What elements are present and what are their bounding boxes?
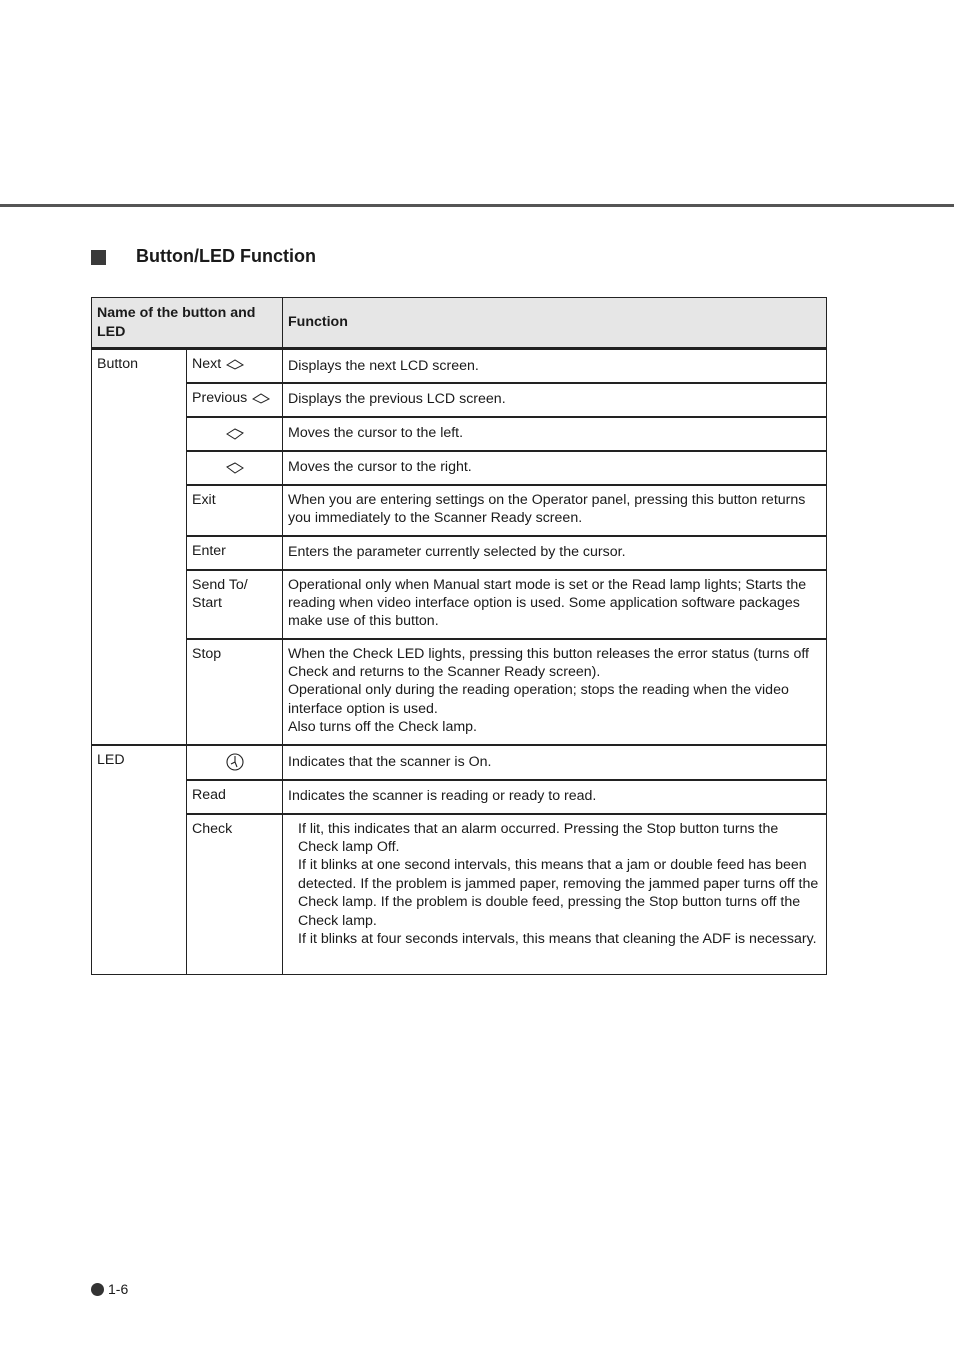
- button-next-function: Displays the next LCD screen.: [283, 349, 827, 383]
- header-name: Name of the button and LED: [92, 298, 283, 349]
- header-function: Function: [283, 298, 827, 349]
- table-row: [92, 536, 827, 570]
- power-icon: [225, 752, 245, 772]
- section-title: Button/LED Function: [136, 246, 316, 266]
- section-bullet: [91, 250, 106, 265]
- led-check-function: [283, 814, 827, 975]
- button-previous-function: Displays the previous LCD screen.: [283, 383, 827, 417]
- group-label-led: LED: [92, 745, 187, 975]
- table-row: [92, 349, 827, 383]
- table-row: [92, 814, 827, 975]
- check-function-line: If lit, this indicates that an alarm occurred. Pressing the Stop button turns the Check lamp Off.: [298, 820, 779, 855]
- group-label-button: Button: [92, 349, 187, 745]
- button-led-function-table: [91, 297, 827, 975]
- button-stop-function: [283, 639, 827, 745]
- next-label: Next: [192, 356, 222, 372]
- stop-function-line: When the Check LED lights, pressing this button releases the error status (turns off Check and returns to the Scanner Ready screen).: [288, 645, 809, 680]
- table-row: [92, 570, 827, 639]
- led-read-function: Indicates the scanner is reading or ready to read.: [283, 780, 827, 814]
- button-send-to-name: Send To/ Start: [187, 570, 283, 639]
- led-power-name: [187, 745, 283, 780]
- button-previous-name: [187, 383, 283, 417]
- button-right-function: Moves the cursor to the right.: [283, 451, 827, 485]
- button-exit-name: Exit: [187, 485, 283, 536]
- check-function-line: If it blinks at four seconds intervals, this means that cleaning the ADF is necessary.: [298, 930, 817, 947]
- footer-bullet-icon: [91, 1283, 104, 1296]
- table-row: [92, 639, 827, 745]
- table-row: [92, 780, 827, 814]
- table-row: [92, 485, 827, 536]
- table-row: [92, 451, 827, 485]
- top-rule: [0, 204, 954, 207]
- led-power-function: Indicates that the scanner is On.: [283, 745, 827, 780]
- table-row: [92, 745, 827, 780]
- button-enter-function: Enters the parameter currently selected by the cursor.: [283, 536, 827, 570]
- button-stop-name: Stop: [187, 639, 283, 745]
- page-number: 1-6: [108, 1281, 129, 1297]
- button-send-to-function: Operational only when Manual start mode is set or the Read lamp lights; Starts the reading when video interface option is used. Some application software packages make use of this button.: [283, 570, 827, 639]
- button-left-name: [187, 417, 283, 451]
- table-row: [92, 383, 827, 417]
- button-next-name: [187, 349, 283, 383]
- button-enter-name: Enter: [187, 536, 283, 570]
- previous-label: Previous: [192, 389, 248, 406]
- button-left-function: Moves the cursor to the left.: [283, 417, 827, 451]
- diamond-right-icon: [225, 461, 245, 475]
- diamond-up-icon: [251, 392, 271, 404]
- table-row: [92, 417, 827, 451]
- stop-function-line: Also turns off the Check lamp.: [288, 719, 477, 736]
- check-function-line: If it blinks at one second intervals, this means that a jam or double feed has been detected. If the problem is jammed paper, removing the jammed paper turns off the Check lamp. If the problem is double feed, pressing the Stop button turns off the Check lamp.: [298, 857, 819, 929]
- diamond-left-icon: [225, 427, 245, 441]
- table-header-row: [92, 298, 827, 349]
- led-check-name: Check: [187, 814, 283, 975]
- diamond-up-icon: [225, 358, 245, 370]
- led-read-name: Read: [187, 780, 283, 814]
- stop-function-line: Operational only during the reading operation; stops the reading when the video interface option is used.: [288, 682, 789, 717]
- button-right-name: [187, 451, 283, 485]
- button-exit-function: When you are entering settings on the Operator panel, pressing this button returns you immediately to the Scanner Ready screen.: [283, 485, 827, 536]
